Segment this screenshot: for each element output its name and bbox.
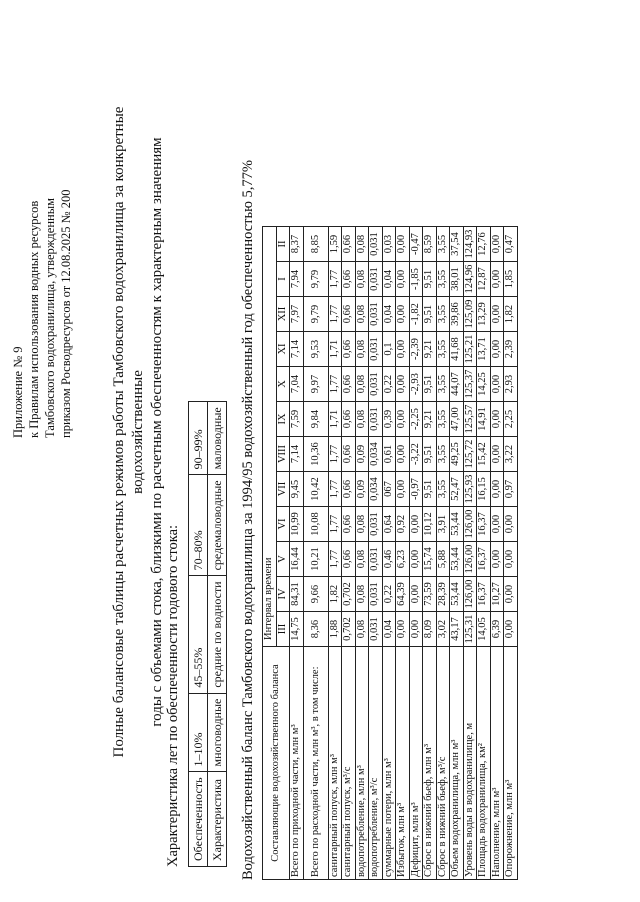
table-cell: 0,04: [382, 612, 396, 647]
table-cell: 9,79: [303, 262, 328, 297]
month-header: XII: [276, 297, 290, 332]
row-label: Всего по приходной части, млн м³: [290, 647, 304, 880]
table-cell: 15,42: [477, 437, 491, 472]
table-cell: 3,02: [436, 612, 450, 647]
table-cell: 0,031: [369, 402, 383, 437]
table-cell: 0,031: [369, 367, 383, 402]
table-row: [504, 227, 518, 880]
table-cell: 44,07: [450, 367, 464, 402]
table-cell: 0,00: [396, 612, 410, 647]
table-cell: 0,00: [409, 612, 423, 647]
table-cell: 0,00: [396, 437, 410, 472]
table-cell: 0,46: [382, 542, 396, 577]
table-cell: 0,66: [342, 297, 356, 332]
table-cell: 0,00: [490, 262, 504, 297]
table-cell: 124,96: [463, 262, 477, 297]
table-cell: 9,51: [423, 297, 437, 332]
table-cell: 73,59: [423, 577, 437, 612]
table-cell: 47,00: [450, 402, 464, 437]
table-cell: 126,00: [463, 507, 477, 542]
table-row: [328, 227, 342, 880]
table-cell: 6,39: [490, 612, 504, 647]
table-cell: 0,031: [369, 542, 383, 577]
table-cell: 9,51: [423, 472, 437, 507]
table-cell: 39,86: [450, 297, 464, 332]
table-cell: 7,14: [290, 437, 304, 472]
table-cell: 13,71: [477, 332, 491, 367]
table-cell: 10,12: [423, 507, 437, 542]
table-cell: 0,08: [355, 542, 369, 577]
table-cell: 0,00: [490, 542, 504, 577]
row-label: водопотребление, м³/с: [369, 647, 383, 880]
table-cell: 1,71: [328, 402, 342, 437]
table-cell: 0,22: [382, 577, 396, 612]
probability-cell: 1–10%: [189, 693, 208, 772]
appendix-line: Тамбовского водохранилища, утвержденным: [43, 197, 57, 438]
table-cell: 0,04: [382, 297, 396, 332]
table-cell: 9,79: [303, 297, 328, 332]
table-cell: 0,66: [342, 472, 356, 507]
table-cell: 53,44: [450, 577, 464, 612]
month-header: XI: [276, 332, 290, 367]
table-cell: 9,66: [303, 577, 328, 612]
table-cell: 10,36: [303, 437, 328, 472]
table-cell: 7,14: [290, 332, 304, 367]
balance-title: Водохозяйственный баланс Тамбовского водохранилища за 1994/95 водохозяйственный год обеспеченностью 5,77%: [240, 160, 256, 880]
table-cell: 0,702: [342, 577, 356, 612]
appendix-block: [10, 18, 74, 438]
table-cell: 8,36: [303, 612, 328, 647]
table-cell: 0,08: [355, 297, 369, 332]
table-cell: 0,00: [396, 332, 410, 367]
table-cell: 0,39: [382, 402, 396, 437]
table-cell: 0,09: [355, 437, 369, 472]
probability-cell: 70–80%: [189, 475, 208, 576]
appendix-line: приказом Росводресурсов от 12.08.2025 № 200: [59, 189, 73, 438]
table-cell: 3,55: [436, 227, 450, 262]
table-cell: 1,85: [504, 262, 518, 297]
table-row: [342, 227, 356, 880]
month-header: II: [276, 227, 290, 262]
table-cell: 0,034: [369, 472, 383, 507]
table-cell: 0,00: [490, 472, 504, 507]
table-cell: -2,25: [409, 402, 423, 437]
table-cell: 0,08: [355, 402, 369, 437]
table-cell: 3,55: [436, 262, 450, 297]
appendix-line: Приложение № 9: [11, 346, 25, 438]
table-row: [382, 227, 396, 880]
row-label: Опорожнение, млн м³: [504, 647, 518, 880]
row-label: Уровень воды в водохранилище, м: [463, 647, 477, 880]
table-cell: 0,00: [396, 262, 410, 297]
table-cell: 3,55: [436, 402, 450, 437]
table-cell: 1,88: [328, 612, 342, 647]
table-cell: 3,55: [436, 297, 450, 332]
table-cell: 1,82: [504, 297, 518, 332]
table-cell: 0,66: [342, 507, 356, 542]
appendix-line: к Правилам использования водных ресурсов: [27, 200, 41, 438]
table-cell: 10,08: [303, 507, 328, 542]
table-cell: 7,04: [290, 367, 304, 402]
table-cell: 37,54: [450, 227, 464, 262]
month-header: X: [276, 367, 290, 402]
table-cell: 0,08: [355, 507, 369, 542]
table-cell: 10,27: [490, 577, 504, 612]
table-cell: 9,45: [290, 472, 304, 507]
row-label: Объем водохранилища, млн м³: [450, 647, 464, 880]
table-cell: 0,61: [382, 437, 396, 472]
table-cell: 067: [382, 472, 396, 507]
table-cell: 0,031: [369, 332, 383, 367]
table-cell: 0,66: [342, 542, 356, 577]
table-cell: 3,55: [436, 472, 450, 507]
table-row: [477, 227, 491, 880]
table-cell: 0,00: [490, 437, 504, 472]
table-cell: 0,97: [504, 472, 518, 507]
table-cell: -1,85: [409, 262, 423, 297]
table-cell: -2,39: [409, 332, 423, 367]
table-cell: 0,00: [396, 402, 410, 437]
table-cell: 0,00: [490, 297, 504, 332]
table-cell: 0,47: [504, 227, 518, 262]
table-cell: 125,93: [463, 472, 477, 507]
row-label: суммарные потери, млн м³: [382, 647, 396, 880]
row-label: санитарный попуск, м³/с: [342, 647, 356, 880]
month-header: IX: [276, 402, 290, 437]
table-cell: 1,77: [328, 297, 342, 332]
table-cell: 0,031: [369, 577, 383, 612]
row-label: Дефицит, млн м³: [409, 647, 423, 880]
month-header: III: [276, 612, 290, 647]
characteristics-table: [188, 401, 227, 867]
table-cell: 0,08: [355, 227, 369, 262]
table-cell: 9,51: [423, 367, 437, 402]
row-label: Площадь водохранилища, км²: [477, 647, 491, 880]
table-cell: 0,08: [355, 332, 369, 367]
table-cell: 2,39: [504, 332, 518, 367]
table-cell: 0,702: [342, 612, 356, 647]
table-cell: 53,44: [450, 507, 464, 542]
table-cell: 0,00: [396, 227, 410, 262]
table-row: [396, 227, 410, 880]
table-cell: 14,75: [290, 612, 304, 647]
table-cell: 1,77: [328, 542, 342, 577]
table-cell: 126,00: [463, 577, 477, 612]
table-cell: 16,37: [477, 542, 491, 577]
table-cell: 0,00: [504, 577, 518, 612]
balance-table: [262, 226, 518, 880]
table-cell: 0,00: [396, 472, 410, 507]
table-cell: 0,031: [369, 507, 383, 542]
description-cell: многоводные: [208, 693, 227, 772]
table-cell: 2,93: [504, 367, 518, 402]
table-cell: 64,39: [396, 577, 410, 612]
table-cell: 12,87: [477, 262, 491, 297]
table-cell: 16,44: [290, 542, 304, 577]
table-cell: 126,00: [463, 542, 477, 577]
table-cell: 0,00: [409, 577, 423, 612]
description-cell: средние по водности: [208, 576, 227, 693]
table-cell: 1,77: [328, 507, 342, 542]
row-label: Всего по расходной части, млн м³, в том числе:: [303, 647, 328, 880]
row-label: Обеспеченность: [189, 772, 208, 867]
table-cell: 16,37: [477, 577, 491, 612]
table-cell: 0,00: [490, 367, 504, 402]
table-cell: 0,031: [369, 262, 383, 297]
table-row: [450, 227, 464, 880]
table-cell: 0,031: [369, 297, 383, 332]
table-cell: 1,77: [328, 367, 342, 402]
table-cell: 125,57: [463, 402, 477, 437]
table-cell: 7,94: [290, 262, 304, 297]
table-cell: 9,51: [423, 437, 437, 472]
probability-cell: 45–55%: [189, 576, 208, 693]
component-header: Составляющие водохозяйственного баланса: [263, 647, 290, 880]
table-cell: 0,22: [382, 367, 396, 402]
table-cell: -0,97: [409, 472, 423, 507]
probability-cell: 90–99%: [189, 402, 208, 475]
table-cell: 0,66: [342, 437, 356, 472]
table-cell: 14,05: [477, 612, 491, 647]
description-row: [208, 402, 227, 867]
table-cell: 125,72: [463, 437, 477, 472]
table-cell: 124,93: [463, 227, 477, 262]
characteristics-heading: Характеристика лет по обеспеченности годового стока:: [165, 524, 181, 867]
table-cell: 1,71: [328, 332, 342, 367]
row-label: Избыток, млн м³: [396, 647, 410, 880]
table-cell: 1,77: [328, 472, 342, 507]
table-cell: 15,74: [423, 542, 437, 577]
row-label: водопотребление, млн м³: [355, 647, 369, 880]
row-label: Сброс в нижний бьеф, м³/с: [436, 647, 450, 880]
month-header: IV: [276, 577, 290, 612]
table-row: [423, 227, 437, 880]
table-cell: 52,47: [450, 472, 464, 507]
table-cell: 1,77: [328, 262, 342, 297]
header-row: [263, 227, 277, 880]
month-header: VI: [276, 507, 290, 542]
table-cell: 3,55: [436, 367, 450, 402]
table-cell: 43,17: [450, 612, 464, 647]
table-cell: 53,44: [450, 542, 464, 577]
table-cell: 16,37: [477, 507, 491, 542]
table-cell: 84,31: [290, 577, 304, 612]
table-cell: 13,29: [477, 297, 491, 332]
table-cell: 0,1: [382, 332, 396, 367]
table-cell: 0,66: [342, 402, 356, 437]
table-row: [290, 227, 304, 880]
table-cell: 9,53: [303, 332, 328, 367]
table-cell: 9,21: [423, 402, 437, 437]
table-cell: 125,37: [463, 367, 477, 402]
table-cell: 10,42: [303, 472, 328, 507]
table-cell: 0,00: [504, 542, 518, 577]
table-cell: 8,59: [423, 227, 437, 262]
table-cell: 38,01: [450, 262, 464, 297]
table-cell: 12,76: [477, 227, 491, 262]
document-title: [110, 52, 167, 812]
table-row: [463, 227, 477, 880]
table-cell: 14,25: [477, 367, 491, 402]
table-cell: 0,00: [490, 507, 504, 542]
table-cell: 0,00: [396, 297, 410, 332]
table-cell: 14,91: [477, 402, 491, 437]
interval-header: Интервал времени: [263, 227, 277, 647]
table-row: [490, 227, 504, 880]
table-cell: 8,09: [423, 612, 437, 647]
table-cell: 28,39: [436, 577, 450, 612]
table-cell: -0,47: [409, 227, 423, 262]
table-cell: 0,03: [382, 227, 396, 262]
table-cell: 0,00: [490, 402, 504, 437]
table-cell: 9,97: [303, 367, 328, 402]
table-cell: 1,59: [328, 227, 342, 262]
table-row: [303, 227, 328, 880]
table-cell: 0,64: [382, 507, 396, 542]
table-cell: 0,00: [490, 332, 504, 367]
table-cell: 0,66: [342, 262, 356, 297]
table-cell: 7,97: [290, 297, 304, 332]
table-cell: 0,66: [342, 367, 356, 402]
row-label: Характеристика: [208, 772, 227, 867]
month-header: VIII: [276, 437, 290, 472]
table-row: [409, 227, 423, 880]
table-cell: 0,66: [342, 227, 356, 262]
table-cell: 7,59: [290, 402, 304, 437]
table-cell: 0,04: [382, 262, 396, 297]
table-cell: 10,21: [303, 542, 328, 577]
table-cell: 0,031: [369, 612, 383, 647]
table-cell: 0,08: [355, 612, 369, 647]
table-cell: 0,92: [396, 507, 410, 542]
table-cell: 0,00: [396, 367, 410, 402]
table-cell: 0,00: [409, 507, 423, 542]
table-cell: 0,08: [355, 577, 369, 612]
table-cell: 0,034: [369, 437, 383, 472]
table-cell: 1,77: [328, 437, 342, 472]
row-label: Сброс в нижний бьеф, млн м³: [423, 647, 437, 880]
table-cell: 0,09: [355, 472, 369, 507]
description-cell: маловодные: [208, 402, 227, 475]
table-row: [355, 227, 369, 880]
table-cell: -1,82: [409, 297, 423, 332]
table-cell: 16,15: [477, 472, 491, 507]
table-cell: 0,00: [504, 507, 518, 542]
table-cell: -3,22: [409, 437, 423, 472]
table-cell: 0,66: [342, 332, 356, 367]
table-cell: 125,31: [463, 612, 477, 647]
row-label: санитарный попуск, млн м³: [328, 647, 342, 880]
table-cell: 0,031: [369, 227, 383, 262]
probability-row: [189, 402, 208, 867]
table-cell: 41,68: [450, 332, 464, 367]
table-row: [369, 227, 383, 880]
title-line-1: Полные балансовые таблицы расчетных режимов работы Тамбовского водохранилища за конкретные водохозяйственные: [111, 106, 146, 758]
table-cell: 8,37: [290, 227, 304, 262]
table-cell: 3,22: [504, 437, 518, 472]
table-cell: 49,25: [450, 437, 464, 472]
table-cell: 9,51: [423, 262, 437, 297]
table-cell: 0,00: [504, 612, 518, 647]
table-cell: -2,93: [409, 367, 423, 402]
table-cell: 5,88: [436, 542, 450, 577]
table-cell: 3,55: [436, 437, 450, 472]
table-cell: 0,08: [355, 262, 369, 297]
table-cell: 9,21: [423, 332, 437, 367]
table-cell: 8,85: [303, 227, 328, 262]
month-header: I: [276, 262, 290, 297]
table-cell: 6,23: [396, 542, 410, 577]
table-cell: 2,25: [504, 402, 518, 437]
row-label: Наполнение, млн м³: [490, 647, 504, 880]
table-cell: 3,91: [436, 507, 450, 542]
table-cell: 10,99: [290, 507, 304, 542]
table-cell: 0,00: [490, 227, 504, 262]
table-cell: 9,84: [303, 402, 328, 437]
description-cell: средемаловодные: [208, 475, 227, 576]
table-cell: 0,00: [409, 542, 423, 577]
table-cell: 125,21: [463, 332, 477, 367]
balance-body: [290, 227, 518, 880]
table-cell: 1,82: [328, 577, 342, 612]
month-header: V: [276, 542, 290, 577]
table-cell: 3,55: [436, 332, 450, 367]
title-line-2: годы с объемами стока, близкими по расчетным обеспеченностям к характерным значениям: [149, 137, 165, 727]
table-cell: 0,08: [355, 367, 369, 402]
table-cell: 125,09: [463, 297, 477, 332]
month-header: VII: [276, 472, 290, 507]
table-row: [436, 227, 450, 880]
